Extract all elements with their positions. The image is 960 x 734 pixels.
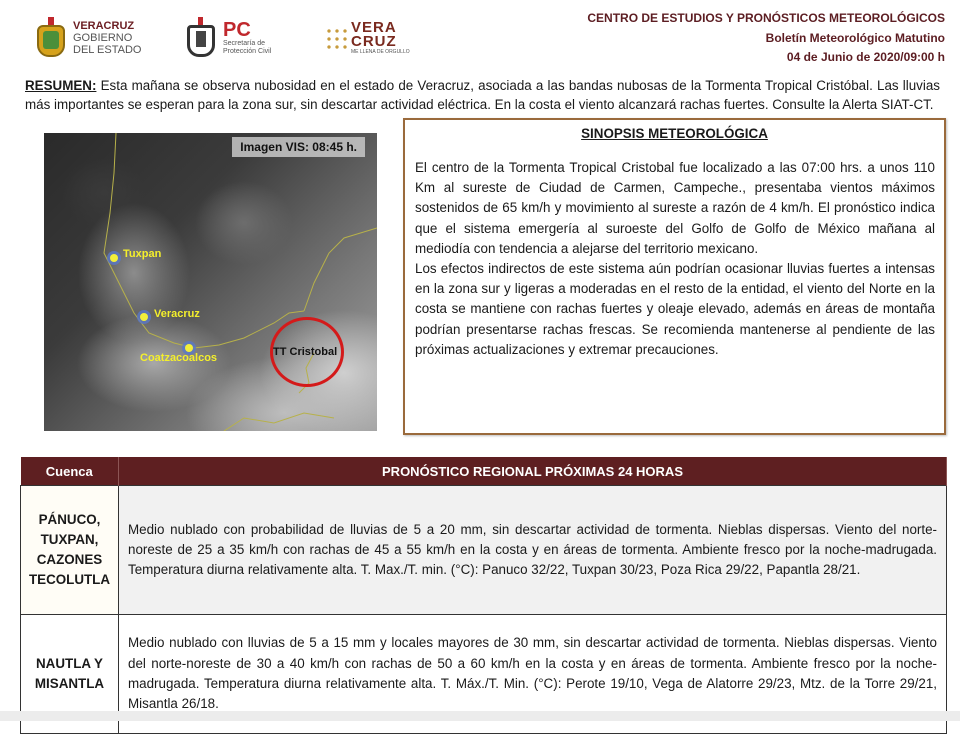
storm-label: TT Cristobal — [273, 346, 338, 358]
satellite-image — [44, 133, 377, 431]
border-south — [224, 413, 334, 431]
regional-forecast-table — [20, 457, 947, 734]
header-cuenca: Cuenca — [21, 457, 119, 486]
city-label-coatzacoalcos: Coatzacoalcos — [140, 352, 218, 364]
logo-gobierno-veracruz — [35, 14, 155, 62]
summary-paragraph — [25, 77, 940, 114]
sinopsis-title: SINOPSIS METEOROLÓGICA — [581, 126, 768, 141]
table-row — [21, 486, 947, 615]
logo-pc-text: PC Secretaría de Protección Civil — [223, 19, 272, 55]
summary-label: RESUMEN: — [25, 78, 97, 93]
summary-text: Esta mañana se observa nubosidad en el estado de Veracruz, asociada a las bandas nubosas de la Tormenta Tropical Cristóbal. Las lluvias más importantes se esperan para la zona sur, sin descartar actividad eléctrica. En la costa el viento alcanzará rachas fuertes. Consulte la Alerta SIAT-CT. — [25, 78, 940, 112]
city-marker-tuxpan — [110, 254, 118, 262]
city-marker-veracruz — [140, 313, 148, 321]
coat-of-arms-icon — [35, 17, 67, 59]
sinopsis-paragraph-1: El centro de la Tormenta Tropical Cristobal fue localizado a las 07:00 hrs. a unos 110 Km al sureste de Ciudad de Carmen, Campeche., presentaba vientos máximos sostenidos de 65 km/h y movimiento al sureste a razón de 4 km/h. El pronóstico indica que el sistema emergería al suroeste del Golfo de Golfo de México mañana al mediodía con tendencia a alejarse del territorio mexicano. — [415, 160, 935, 256]
logo-proteccion-civil — [185, 14, 295, 62]
cuenca-cell: NAUTLA Y MISANTLA — [21, 615, 119, 734]
coastline-west — [104, 133, 304, 348]
forecast-cell: Medio nublado con probabilidad de lluvias de 5 a 20 mm, sin descartar actividad de tormenta. Nieblas dispersas. Viento del norte-noreste de 25 a 35 km/h con rachas de 45 a 55 km/h en la costa y en áreas de tormenta. Ambiente fresco por la noche-madrugada. Temperatura diurna relativamente alta. T. Max./T. min. (°C): Panuco 32/22, Tuxpan 30/23, Poza Rica 29/22, Papantla 28/21. — [119, 486, 947, 615]
sinopsis-body — [415, 158, 935, 360]
bulletin-title: Boletín Meteorológico Matutino — [765, 31, 945, 45]
logo-gobierno-text: VERACRUZ GOBIERNO DEL ESTADO — [73, 20, 142, 56]
city-marker-coatzacoalcos — [185, 344, 193, 352]
bulletin-date: 04 de Junio de 2020/09:00 h — [786, 50, 945, 64]
city-label-veracruz: Veracruz — [154, 308, 200, 320]
center-title: CENTRO DE ESTUDIOS Y PRONÓSTICOS METEOROLÓGICOS — [587, 11, 945, 25]
logo-veracruz-brand — [325, 14, 415, 62]
forecast-cell: Medio nublado con lluvias de 5 a 15 mm y locales mayores de 30 mm, sin descartar actividad de tormenta. Nieblas dispersas. Viento del norte-noreste de 30 a 40 km/h con rachas de 50 a 60 km/h en la costa y en áreas de tormenta. Ambiente fresco por la noche-madrugada. Temperatura diurna relativamente alta. T. Máx./T. Min. (°C): Perote 19/10, Vega de Alatorre 29/23, Mtz. de la Torre 29/21, Misantla 26/18. — [119, 615, 947, 734]
pc-shield-icon — [185, 17, 217, 59]
header-forecast: PRONÓSTICO REGIONAL PRÓXIMAS 24 HORAS — [119, 457, 947, 486]
coastline-map — [44, 133, 377, 431]
city-label-tuxpan: Tuxpan — [123, 248, 162, 260]
sinopsis-box — [403, 118, 946, 435]
logo-veracruz-text: VERA CRUZ ME LLENA DE ORGULLO — [351, 18, 410, 55]
ornament-pattern-icon — [325, 27, 347, 49]
bottom-divider — [0, 711, 960, 721]
sinopsis-paragraph-2: Los efectos indirectos de este sistema aún podrían ocasionar lluvias fuertes a intensas en la zona sur y ligeras a moderadas en el resto de la entidad, el viento del Norte en la costa se mantiene con rachas fuertes y oleaje elevado, además en áreas de montaña podrían presentarse rachas frescas. Se recomienda mantenerse al pendiente de las próximas actualizaciones y extremar precauciones. — [415, 261, 935, 357]
image-caption: Imagen VIS: 08:45 h. — [232, 137, 365, 157]
cuenca-cell: PÁNUCO, TUXPAN, CAZONES TECOLUTLA — [21, 486, 119, 615]
coastline-yucatan — [304, 228, 377, 311]
table-header-row — [21, 457, 947, 486]
